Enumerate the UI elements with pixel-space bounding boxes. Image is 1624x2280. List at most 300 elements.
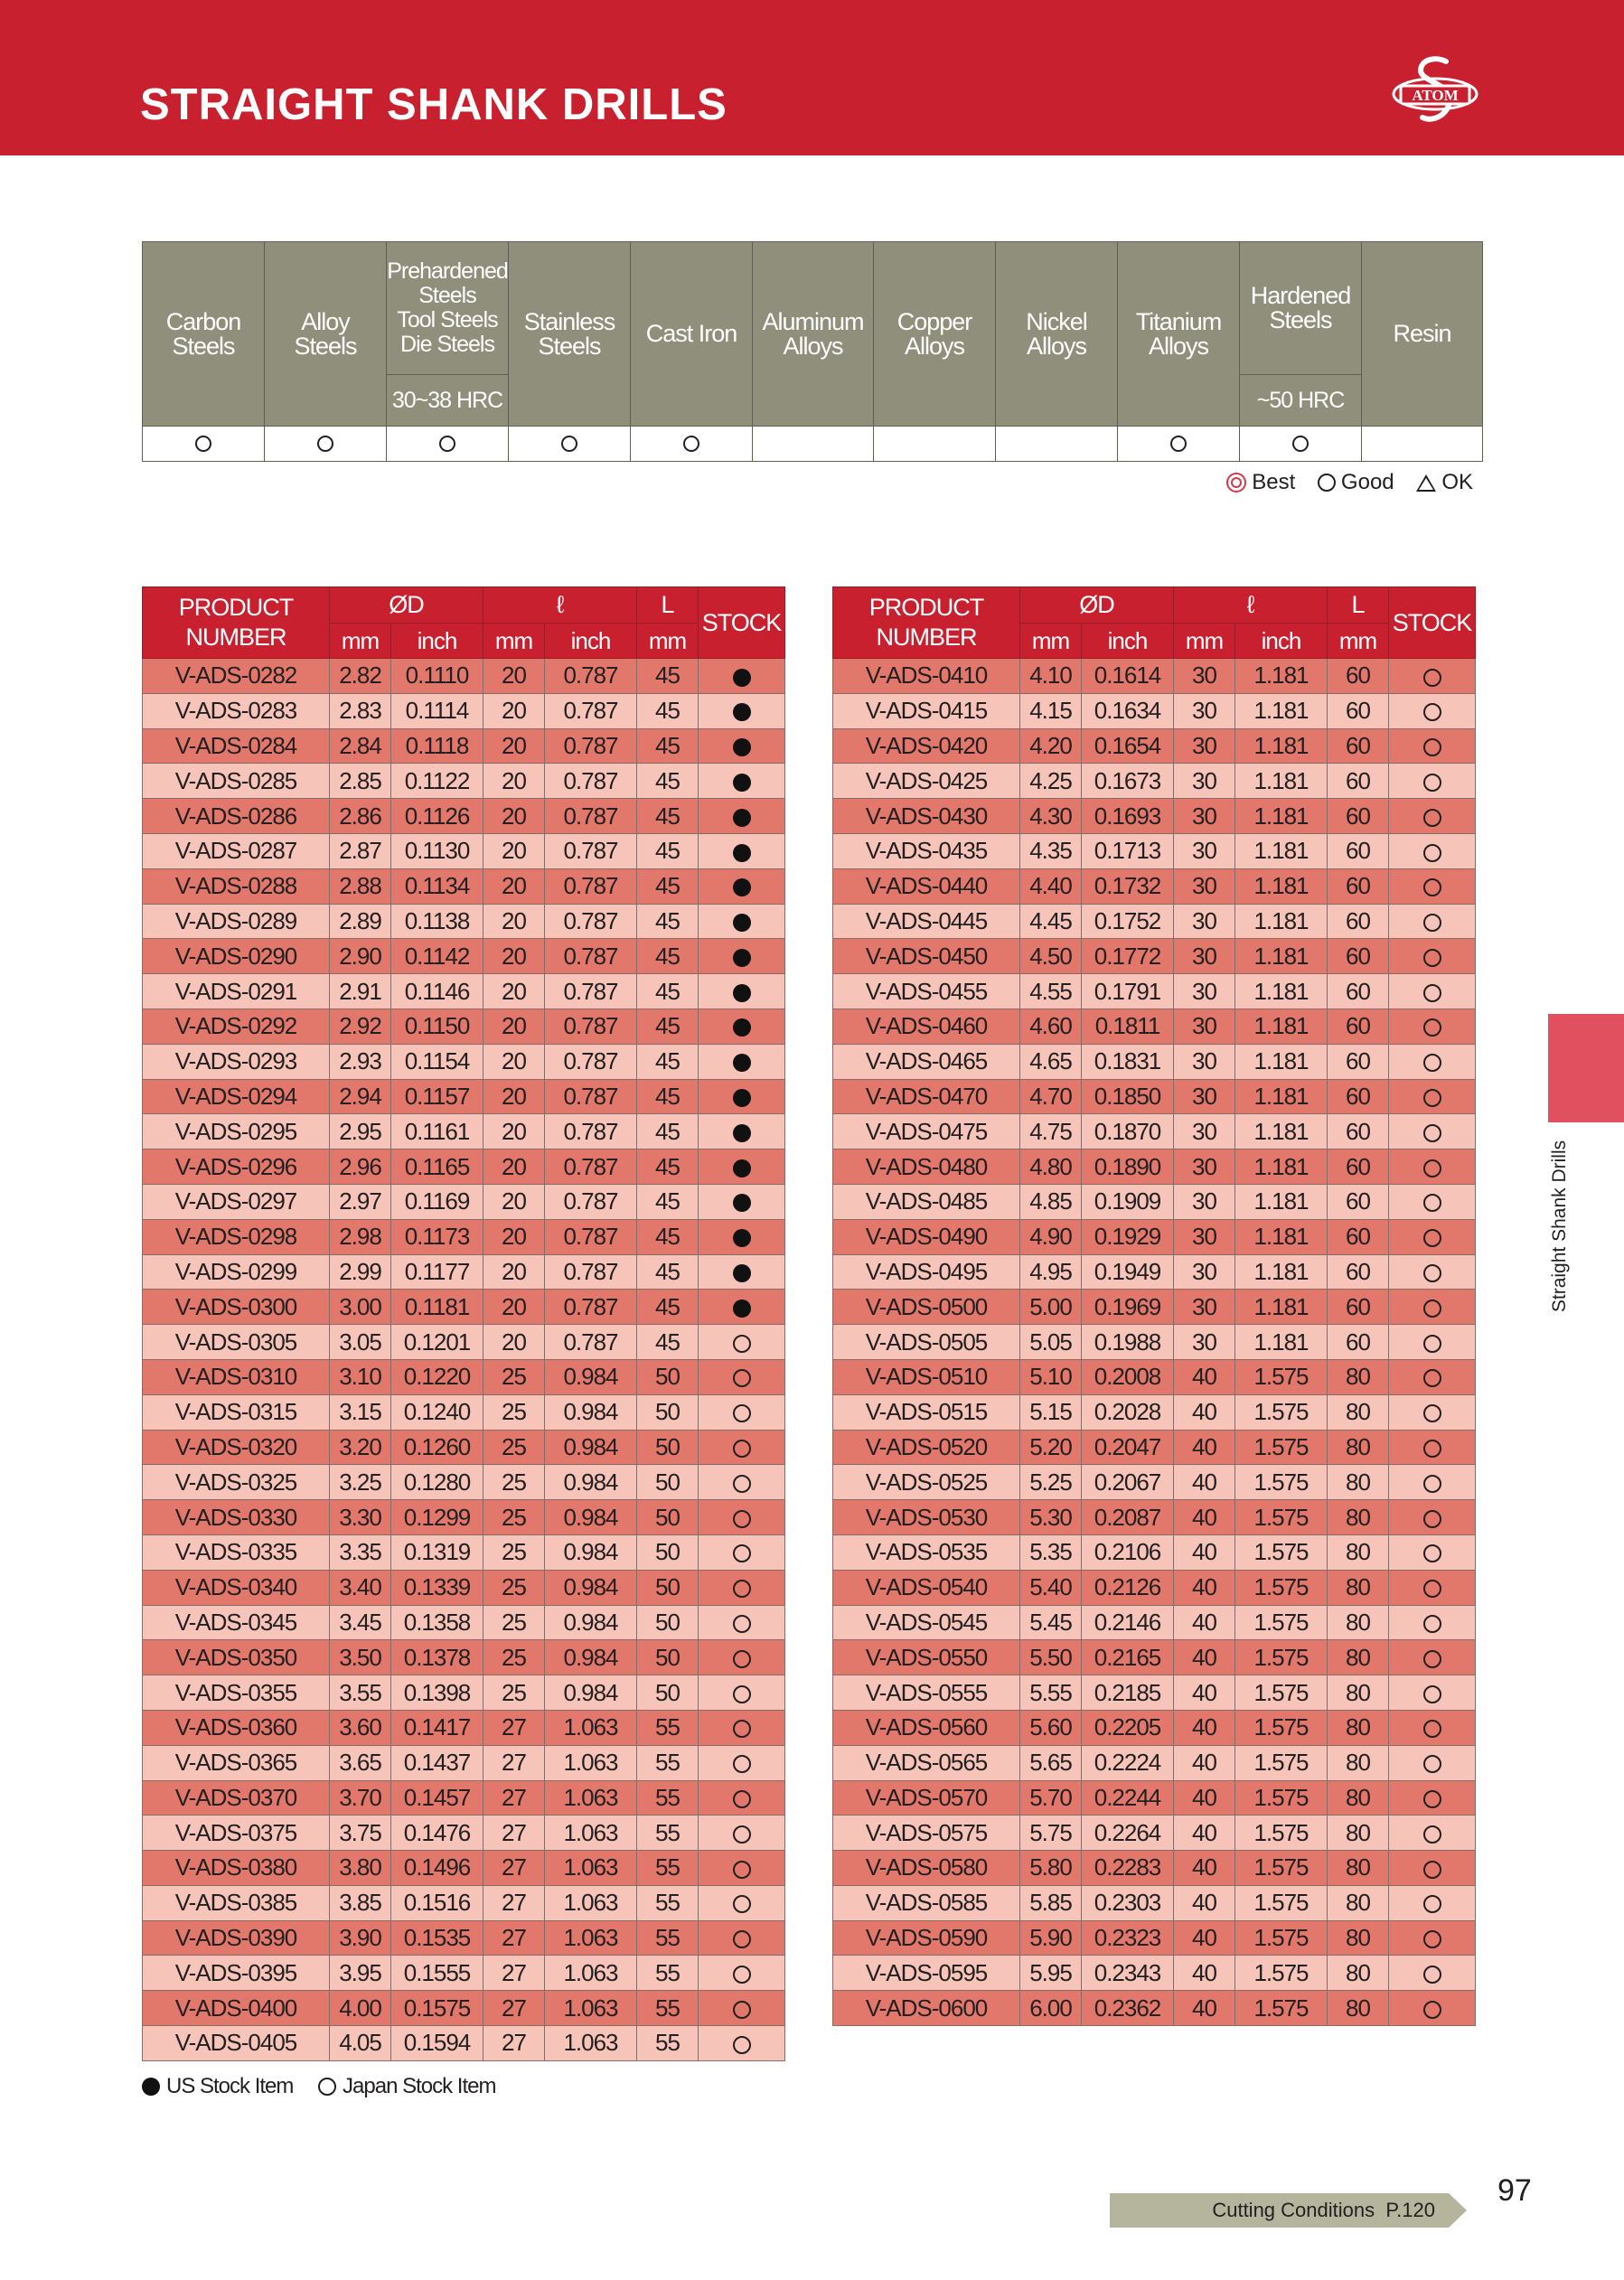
stock-cell bbox=[699, 1359, 785, 1394]
overall-length-mm-cell: 80 bbox=[1328, 1570, 1389, 1605]
product-number-cell: V-ADS-0550 bbox=[833, 1640, 1020, 1675]
diameter-inch-cell: 0.2067 bbox=[1082, 1465, 1174, 1500]
diameter-inch-cell: 0.1417 bbox=[391, 1710, 483, 1745]
us-stock-icon bbox=[733, 774, 751, 792]
stock-cell bbox=[1389, 1149, 1476, 1185]
table-row bbox=[143, 1325, 785, 1360]
flute-length-inch-cell: 0.984 bbox=[545, 1394, 637, 1430]
material-rating-cell bbox=[753, 427, 874, 462]
diameter-mm-cell: 4.20 bbox=[1020, 728, 1082, 764]
flute-length-mm-cell: 20 bbox=[483, 1009, 545, 1044]
diameter-mm-cell: 2.93 bbox=[330, 1044, 391, 1079]
material-rating-cell bbox=[1240, 427, 1362, 462]
diameter-mm-cell: 5.30 bbox=[1020, 1500, 1082, 1535]
material-rating-cell bbox=[387, 427, 509, 462]
japan-stock-icon bbox=[733, 1895, 751, 1913]
flute-length-mm-cell: 27 bbox=[483, 1780, 545, 1816]
product-number-cell: V-ADS-0450 bbox=[833, 939, 1020, 974]
flute-length-mm-cell: 20 bbox=[483, 764, 545, 799]
overall-length-mm-cell: 60 bbox=[1328, 764, 1389, 799]
diameter-inch-cell: 0.1118 bbox=[391, 728, 483, 764]
overall-length-mm-cell: 45 bbox=[637, 1290, 699, 1325]
table-row bbox=[833, 1851, 1476, 1886]
cutting-conditions-link[interactable] bbox=[1110, 2193, 1471, 2228]
material-rating-row bbox=[143, 427, 1483, 462]
diameter-inch-cell: 0.1358 bbox=[391, 1605, 483, 1640]
diameter-mm-cell: 2.94 bbox=[330, 1079, 391, 1114]
japan-stock-icon bbox=[1423, 2001, 1441, 2019]
overall-length-mm-cell: 60 bbox=[1328, 833, 1389, 868]
material-rating-cell bbox=[996, 427, 1118, 462]
product-number-cell: V-ADS-0435 bbox=[833, 833, 1020, 868]
diameter-inch-cell: 0.2244 bbox=[1082, 1780, 1174, 1816]
overall-length-mm-cell: 80 bbox=[1328, 1394, 1389, 1430]
diameter-inch-cell: 0.2028 bbox=[1082, 1394, 1174, 1430]
section-side-label: Straight Shank Drills bbox=[1549, 1140, 1570, 1313]
table-row bbox=[143, 1500, 785, 1535]
stock-cell bbox=[1389, 693, 1476, 728]
flute-length-inch-cell: 1.575 bbox=[1235, 1956, 1328, 1991]
stock-cell bbox=[1389, 1920, 1476, 1956]
flute-length-inch-cell: 1.063 bbox=[545, 1991, 637, 2026]
table-row bbox=[143, 1079, 785, 1114]
japan-stock-icon bbox=[1423, 1229, 1441, 1247]
table-row bbox=[833, 1079, 1476, 1114]
flute-length-inch-cell: 0.787 bbox=[545, 799, 637, 834]
diameter-inch-cell: 0.1535 bbox=[391, 1920, 483, 1956]
flute-length-mm-cell: 20 bbox=[483, 1079, 545, 1114]
stock-cell bbox=[699, 799, 785, 834]
japan-stock-icon bbox=[733, 1755, 751, 1773]
overall-length-mm-cell: 80 bbox=[1328, 1430, 1389, 1465]
diameter-inch-cell: 0.2264 bbox=[1082, 1816, 1174, 1851]
diameter-mm-cell: 4.55 bbox=[1020, 974, 1082, 1009]
header-product-number: PRODUCT NUMBER bbox=[833, 587, 1020, 659]
circle-icon bbox=[1170, 436, 1187, 452]
overall-length-mm-cell: 60 bbox=[1328, 799, 1389, 834]
diameter-inch-cell: 0.1732 bbox=[1082, 868, 1174, 904]
material-header-alloy-steels: Alloy Steels bbox=[265, 242, 387, 427]
flute-length-mm-cell: 20 bbox=[483, 974, 545, 1009]
product-number-cell: V-ADS-0410 bbox=[833, 659, 1020, 694]
flute-length-mm-cell: 40 bbox=[1174, 1851, 1235, 1886]
flute-length-inch-cell: 0.787 bbox=[545, 1149, 637, 1185]
product-number-cell: V-ADS-0365 bbox=[143, 1745, 330, 1780]
flute-length-inch-cell: 1.181 bbox=[1235, 1044, 1328, 1079]
table-row bbox=[833, 833, 1476, 868]
overall-length-mm-cell: 60 bbox=[1328, 1325, 1389, 1360]
stock-cell bbox=[699, 728, 785, 764]
diameter-mm-cell: 2.90 bbox=[330, 939, 391, 974]
diameter-inch-cell: 0.2047 bbox=[1082, 1430, 1174, 1465]
diameter-inch-cell: 0.1811 bbox=[1082, 1009, 1174, 1044]
table-row bbox=[143, 939, 785, 974]
table-row bbox=[143, 1956, 785, 1991]
product-number-cell: V-ADS-0425 bbox=[833, 764, 1020, 799]
flute-length-inch-cell: 1.575 bbox=[1235, 1885, 1328, 1920]
header-unit-inch: inch bbox=[545, 624, 637, 659]
product-number-cell: V-ADS-0286 bbox=[143, 799, 330, 834]
japan-stock-icon bbox=[733, 1790, 751, 1808]
triangle-icon bbox=[1416, 474, 1436, 492]
table-row bbox=[833, 1184, 1476, 1219]
diameter-mm-cell: 3.00 bbox=[330, 1290, 391, 1325]
stock-cell bbox=[1389, 1009, 1476, 1044]
product-number-cell: V-ADS-0485 bbox=[833, 1184, 1020, 1219]
flute-length-inch-cell: 1.181 bbox=[1235, 1184, 1328, 1219]
flute-length-inch-cell: 1.063 bbox=[545, 1780, 637, 1816]
stock-cell bbox=[699, 1920, 785, 1956]
section-side-tab[interactable] bbox=[1548, 1014, 1624, 1122]
japan-stock-icon bbox=[1423, 1720, 1441, 1738]
flute-length-mm-cell: 20 bbox=[483, 1219, 545, 1254]
flute-length-inch-cell: 0.787 bbox=[545, 659, 637, 694]
overall-length-mm-cell: 55 bbox=[637, 1745, 699, 1780]
japan-stock-icon bbox=[1423, 1369, 1441, 1387]
diameter-inch-cell: 0.1949 bbox=[1082, 1254, 1174, 1290]
circle-icon bbox=[561, 436, 577, 452]
circle-icon bbox=[195, 436, 211, 452]
diameter-inch-cell: 0.1169 bbox=[391, 1184, 483, 1219]
flute-length-mm-cell: 20 bbox=[483, 693, 545, 728]
japan-stock-icon bbox=[733, 1825, 751, 1844]
flute-length-mm-cell: 25 bbox=[483, 1640, 545, 1675]
japan-stock-icon bbox=[1423, 844, 1441, 862]
japan-stock-icon bbox=[1423, 1404, 1441, 1422]
table-row bbox=[833, 1956, 1476, 1991]
overall-length-mm-cell: 60 bbox=[1328, 1184, 1389, 1219]
us-stock-icon bbox=[733, 844, 751, 862]
flute-length-mm-cell: 20 bbox=[483, 659, 545, 694]
overall-length-mm-cell: 60 bbox=[1328, 974, 1389, 1009]
diameter-mm-cell: 3.85 bbox=[330, 1885, 391, 1920]
flute-length-mm-cell: 25 bbox=[483, 1359, 545, 1394]
flute-length-mm-cell: 20 bbox=[483, 1254, 545, 1290]
material-header-hardened-steels: Hardened Steels bbox=[1240, 242, 1362, 375]
us-stock-icon bbox=[733, 914, 751, 932]
japan-stock-icon bbox=[1423, 1300, 1441, 1318]
diameter-mm-cell: 3.95 bbox=[330, 1956, 391, 1991]
diameter-inch-cell: 0.1614 bbox=[1082, 659, 1174, 694]
overall-length-mm-cell: 45 bbox=[637, 974, 699, 1009]
flute-length-inch-cell: 1.575 bbox=[1235, 1780, 1328, 1816]
overall-length-mm-cell: 50 bbox=[637, 1640, 699, 1675]
overall-length-mm-cell: 60 bbox=[1328, 939, 1389, 974]
japan-stock-icon bbox=[733, 1580, 751, 1598]
diameter-inch-cell: 0.1173 bbox=[391, 1219, 483, 1254]
product-table-right bbox=[832, 586, 1476, 2026]
table-row bbox=[143, 1920, 785, 1956]
table-row bbox=[143, 659, 785, 694]
flute-length-mm-cell: 27 bbox=[483, 2026, 545, 2061]
overall-length-mm-cell: 80 bbox=[1328, 1780, 1389, 1816]
diameter-inch-cell: 0.1575 bbox=[391, 1991, 483, 2026]
product-number-cell: V-ADS-0283 bbox=[143, 693, 330, 728]
table-row bbox=[143, 799, 785, 834]
japan-stock-icon bbox=[733, 1475, 751, 1493]
diameter-mm-cell: 4.70 bbox=[1020, 1079, 1082, 1114]
table-row bbox=[143, 1290, 785, 1325]
diameter-mm-cell: 2.92 bbox=[330, 1009, 391, 1044]
product-number-cell: V-ADS-0345 bbox=[143, 1605, 330, 1640]
overall-length-mm-cell: 45 bbox=[637, 904, 699, 939]
diameter-inch-cell: 0.1220 bbox=[391, 1359, 483, 1394]
flute-length-inch-cell: 1.181 bbox=[1235, 868, 1328, 904]
flute-length-mm-cell: 30 bbox=[1174, 1009, 1235, 1044]
diameter-mm-cell: 4.45 bbox=[1020, 904, 1082, 939]
flute-length-mm-cell: 20 bbox=[483, 1184, 545, 1219]
us-stock-icon bbox=[733, 809, 751, 827]
diameter-inch-cell: 0.1831 bbox=[1082, 1044, 1174, 1079]
japan-stock-icon bbox=[1423, 1966, 1441, 1984]
product-number-cell: V-ADS-0289 bbox=[143, 904, 330, 939]
diameter-mm-cell: 5.40 bbox=[1020, 1570, 1082, 1605]
us-stock-icon bbox=[733, 1159, 751, 1178]
japan-stock-icon bbox=[1423, 1544, 1441, 1562]
overall-length-mm-cell: 80 bbox=[1328, 1605, 1389, 1640]
flute-length-mm-cell: 40 bbox=[1174, 1780, 1235, 1816]
stock-cell bbox=[1389, 799, 1476, 834]
diameter-mm-cell: 3.60 bbox=[330, 1710, 391, 1745]
flute-length-inch-cell: 0.787 bbox=[545, 1254, 637, 1290]
diameter-inch-cell: 0.2362 bbox=[1082, 1991, 1174, 2026]
japan-stock-icon bbox=[1423, 1089, 1441, 1107]
japan-stock-icon bbox=[733, 1966, 751, 1984]
overall-length-mm-cell: 60 bbox=[1328, 1290, 1389, 1325]
header-flute-length: ℓ bbox=[1174, 587, 1328, 624]
overall-length-mm-cell: 45 bbox=[637, 833, 699, 868]
us-stock-icon bbox=[733, 1018, 751, 1037]
diameter-mm-cell: 4.40 bbox=[1020, 868, 1082, 904]
overall-length-mm-cell: 55 bbox=[637, 1851, 699, 1886]
stock-cell bbox=[699, 1534, 785, 1570]
table-row bbox=[143, 1394, 785, 1430]
product-number-cell: V-ADS-0575 bbox=[833, 1816, 1020, 1851]
overall-length-mm-cell: 45 bbox=[637, 1184, 699, 1219]
japan-stock-icon bbox=[733, 2001, 751, 2019]
overall-length-mm-cell: 50 bbox=[637, 1359, 699, 1394]
flute-length-mm-cell: 27 bbox=[483, 1851, 545, 1886]
diameter-mm-cell: 2.91 bbox=[330, 974, 391, 1009]
product-number-cell: V-ADS-0298 bbox=[143, 1219, 330, 1254]
flute-length-inch-cell: 1.181 bbox=[1235, 1290, 1328, 1325]
diameter-inch-cell: 0.1713 bbox=[1082, 833, 1174, 868]
overall-length-mm-cell: 45 bbox=[637, 799, 699, 834]
diameter-mm-cell: 5.05 bbox=[1020, 1325, 1082, 1360]
header-stock: STOCK bbox=[699, 587, 785, 659]
japan-stock-icon bbox=[1423, 1054, 1441, 1072]
diameter-inch-cell: 0.1146 bbox=[391, 974, 483, 1009]
japan-stock-icon bbox=[1423, 809, 1441, 827]
diameter-inch-cell: 0.1138 bbox=[391, 904, 483, 939]
header-unit-inch: inch bbox=[1235, 624, 1328, 659]
diameter-inch-cell: 0.1634 bbox=[1082, 693, 1174, 728]
flute-length-inch-cell: 0.787 bbox=[545, 1325, 637, 1360]
stock-cell bbox=[699, 1149, 785, 1185]
stock-cell bbox=[699, 974, 785, 1009]
japan-stock-icon bbox=[733, 1510, 751, 1528]
table-row bbox=[833, 1675, 1476, 1711]
table-row bbox=[143, 1114, 785, 1149]
diameter-mm-cell: 4.10 bbox=[1020, 659, 1082, 694]
diameter-inch-cell: 0.1122 bbox=[391, 764, 483, 799]
japan-stock-icon bbox=[733, 1685, 751, 1703]
diameter-mm-cell: 4.35 bbox=[1020, 833, 1082, 868]
flute-length-inch-cell: 0.787 bbox=[545, 1009, 637, 1044]
circle-icon bbox=[317, 436, 333, 452]
table-row bbox=[833, 1816, 1476, 1851]
diameter-inch-cell: 0.2185 bbox=[1082, 1675, 1174, 1711]
product-number-cell: V-ADS-0350 bbox=[143, 1640, 330, 1675]
diameter-mm-cell: 4.95 bbox=[1020, 1254, 1082, 1290]
flute-length-inch-cell: 1.063 bbox=[545, 1885, 637, 1920]
product-number-cell: V-ADS-0545 bbox=[833, 1605, 1020, 1640]
flute-length-mm-cell: 30 bbox=[1174, 833, 1235, 868]
flute-length-inch-cell: 1.181 bbox=[1235, 974, 1328, 1009]
header-unit-inch: inch bbox=[1082, 624, 1174, 659]
japan-stock-icon bbox=[1423, 1335, 1441, 1353]
diameter-mm-cell: 2.96 bbox=[330, 1149, 391, 1185]
product-number-cell: V-ADS-0380 bbox=[143, 1851, 330, 1886]
flute-length-inch-cell: 1.575 bbox=[1235, 1991, 1328, 2026]
flute-length-mm-cell: 30 bbox=[1174, 904, 1235, 939]
diameter-inch-cell: 0.2224 bbox=[1082, 1745, 1174, 1780]
header-flute-length: ℓ bbox=[483, 587, 637, 624]
flute-length-inch-cell: 1.575 bbox=[1235, 1605, 1328, 1640]
overall-length-mm-cell: 80 bbox=[1328, 1885, 1389, 1920]
stock-cell bbox=[699, 1044, 785, 1079]
filled-circle-icon bbox=[142, 2078, 160, 2096]
diameter-mm-cell: 2.97 bbox=[330, 1184, 391, 1219]
table-row bbox=[833, 1780, 1476, 1816]
material-header-aluminum-alloys: Aluminum Alloys bbox=[753, 242, 874, 427]
stock-cell bbox=[699, 1956, 785, 1991]
table-row bbox=[833, 1044, 1476, 1079]
flute-length-inch-cell: 1.063 bbox=[545, 1816, 637, 1851]
material-header-carbon-steels: Carbon Steels bbox=[143, 242, 265, 427]
flute-length-mm-cell: 30 bbox=[1174, 1325, 1235, 1360]
flute-length-mm-cell: 25 bbox=[483, 1675, 545, 1711]
overall-length-mm-cell: 60 bbox=[1328, 1044, 1389, 1079]
diameter-inch-cell: 0.1457 bbox=[391, 1780, 483, 1816]
diameter-inch-cell: 0.1150 bbox=[391, 1009, 483, 1044]
diameter-inch-cell: 0.1134 bbox=[391, 868, 483, 904]
product-number-cell: V-ADS-0385 bbox=[143, 1885, 330, 1920]
stock-cell bbox=[1389, 1570, 1476, 1605]
product-number-cell: V-ADS-0590 bbox=[833, 1920, 1020, 1956]
japan-stock-icon bbox=[733, 1720, 751, 1738]
diameter-mm-cell: 4.60 bbox=[1020, 1009, 1082, 1044]
japan-stock-icon bbox=[1423, 1895, 1441, 1913]
diameter-inch-cell: 0.1929 bbox=[1082, 1219, 1174, 1254]
diameter-mm-cell: 5.65 bbox=[1020, 1745, 1082, 1780]
flute-length-mm-cell: 25 bbox=[483, 1570, 545, 1605]
stock-cell bbox=[699, 1184, 785, 1219]
stock-cell bbox=[1389, 868, 1476, 904]
overall-length-mm-cell: 50 bbox=[637, 1675, 699, 1711]
overall-length-mm-cell: 45 bbox=[637, 1325, 699, 1360]
product-number-cell: V-ADS-0420 bbox=[833, 728, 1020, 764]
diameter-mm-cell: 4.65 bbox=[1020, 1044, 1082, 1079]
product-number-cell: V-ADS-0285 bbox=[143, 764, 330, 799]
overall-length-mm-cell: 50 bbox=[637, 1394, 699, 1430]
table-row bbox=[143, 1745, 785, 1780]
overall-length-mm-cell: 50 bbox=[637, 1465, 699, 1500]
diameter-inch-cell: 0.2165 bbox=[1082, 1640, 1174, 1675]
product-number-cell: V-ADS-0405 bbox=[143, 2026, 330, 2061]
flute-length-inch-cell: 1.181 bbox=[1235, 1009, 1328, 1044]
flute-length-inch-cell: 1.063 bbox=[545, 2026, 637, 2061]
diameter-mm-cell: 3.55 bbox=[330, 1675, 391, 1711]
flute-length-inch-cell: 0.787 bbox=[545, 1184, 637, 1219]
diameter-mm-cell: 5.75 bbox=[1020, 1816, 1082, 1851]
flute-length-mm-cell: 40 bbox=[1174, 1430, 1235, 1465]
stock-cell bbox=[1389, 1885, 1476, 1920]
flute-length-mm-cell: 40 bbox=[1174, 1816, 1235, 1851]
table-row bbox=[833, 1640, 1476, 1675]
diameter-mm-cell: 6.00 bbox=[1020, 1991, 1082, 2026]
diameter-inch-cell: 0.1969 bbox=[1082, 1290, 1174, 1325]
diameter-mm-cell: 4.00 bbox=[330, 1991, 391, 2026]
japan-stock-icon bbox=[1423, 984, 1441, 1002]
stock-cell bbox=[699, 1079, 785, 1114]
overall-length-mm-cell: 80 bbox=[1328, 1534, 1389, 1570]
flute-length-mm-cell: 27 bbox=[483, 1745, 545, 1780]
overall-length-mm-cell: 55 bbox=[637, 2026, 699, 2061]
product-number-cell: V-ADS-0555 bbox=[833, 1675, 1020, 1711]
diameter-mm-cell: 3.05 bbox=[330, 1325, 391, 1360]
stock-cell bbox=[699, 1991, 785, 2026]
flute-length-mm-cell: 40 bbox=[1174, 1500, 1235, 1535]
diameter-mm-cell: 5.10 bbox=[1020, 1359, 1082, 1394]
diameter-mm-cell: 3.80 bbox=[330, 1851, 391, 1886]
japan-stock-icon bbox=[733, 1650, 751, 1668]
stock-cell bbox=[1389, 904, 1476, 939]
table-row bbox=[833, 1500, 1476, 1535]
flute-length-mm-cell: 30 bbox=[1174, 1290, 1235, 1325]
flute-length-inch-cell: 1.181 bbox=[1235, 833, 1328, 868]
product-number-cell: V-ADS-0288 bbox=[143, 868, 330, 904]
diameter-inch-cell: 0.1791 bbox=[1082, 974, 1174, 1009]
overall-length-mm-cell: 80 bbox=[1328, 1991, 1389, 2026]
flute-length-mm-cell: 27 bbox=[483, 1956, 545, 1991]
flute-length-mm-cell: 40 bbox=[1174, 1745, 1235, 1780]
flute-length-mm-cell: 20 bbox=[483, 1114, 545, 1149]
overall-length-mm-cell: 60 bbox=[1328, 904, 1389, 939]
diameter-mm-cell: 5.55 bbox=[1020, 1675, 1082, 1711]
flute-length-mm-cell: 30 bbox=[1174, 693, 1235, 728]
flute-length-inch-cell: 1.575 bbox=[1235, 1430, 1328, 1465]
diameter-mm-cell: 5.35 bbox=[1020, 1534, 1082, 1570]
stock-cell bbox=[699, 1570, 785, 1605]
overall-length-mm-cell: 45 bbox=[637, 1079, 699, 1114]
table-row bbox=[143, 1254, 785, 1290]
table-row bbox=[833, 1745, 1476, 1780]
stock-cell bbox=[1389, 1991, 1476, 2026]
us-stock-icon bbox=[733, 878, 751, 896]
overall-length-mm-cell: 50 bbox=[637, 1534, 699, 1570]
product-number-cell: V-ADS-0495 bbox=[833, 1254, 1020, 1290]
material-rating-cell bbox=[1362, 427, 1483, 462]
product-number-cell: V-ADS-0480 bbox=[833, 1149, 1020, 1185]
product-number-cell: V-ADS-0292 bbox=[143, 1009, 330, 1044]
table-row bbox=[833, 1570, 1476, 1605]
overall-length-mm-cell: 45 bbox=[637, 659, 699, 694]
diameter-inch-cell: 0.1339 bbox=[391, 1570, 483, 1605]
table-row bbox=[143, 728, 785, 764]
table-row bbox=[833, 939, 1476, 974]
table-row bbox=[143, 764, 785, 799]
